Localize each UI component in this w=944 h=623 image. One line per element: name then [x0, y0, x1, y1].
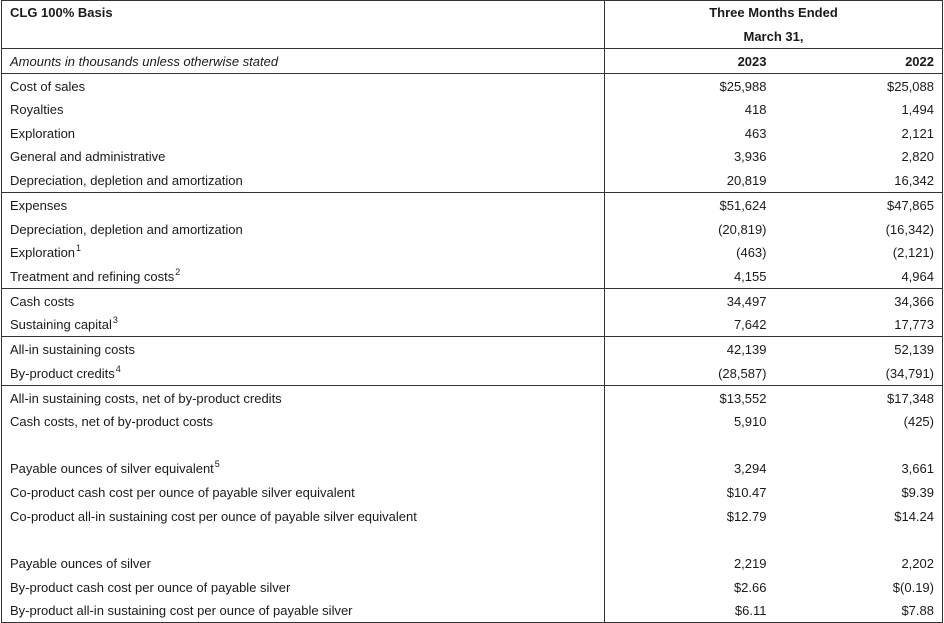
value-2023: 3,294 — [733, 461, 767, 476]
value-2023: $10.47 — [726, 484, 767, 500]
table-row — [2, 193, 943, 218]
row-label: Depreciation, depletion and amortization — [2, 217, 605, 241]
row-label: Cost of sales — [2, 74, 605, 99]
basis-heading-spacer — [2, 24, 605, 49]
value-2023: 4,155 — [733, 268, 767, 284]
row-label — [2, 264, 605, 289]
footnote-marker: 2 — [175, 266, 181, 277]
value-2022: $47,865 — [775, 193, 943, 218]
row-label — [2, 361, 605, 386]
row-label-text: Exploration — [10, 245, 76, 260]
value-2023: 42,139 — [605, 337, 775, 362]
table-row — [2, 575, 943, 599]
table-row — [2, 386, 943, 411]
row-label-text: Treatment and refining costs — [10, 268, 175, 284]
row-label: Cash costs, net of by-product costs — [2, 410, 605, 433]
value-2022: 3,661 — [775, 457, 943, 480]
row-label: Payable ounces of silver — [2, 551, 605, 575]
value-2023: 2,219 — [733, 555, 767, 571]
table-row — [2, 337, 943, 362]
row-label-text: Sustaining capital — [10, 317, 112, 332]
footnote-marker: 1 — [76, 243, 82, 253]
value-2022: (16,342) — [775, 217, 943, 241]
value-2023: (28,587) — [718, 365, 767, 381]
units-note: Amounts in thousands unless otherwise stated — [2, 49, 605, 74]
row-label: Depreciation, depletion and amortization — [2, 168, 605, 193]
table-row — [2, 410, 943, 433]
value-2022: (2,121) — [775, 241, 943, 264]
header-row-period-2 — [2, 24, 943, 49]
header-row-period — [2, 1, 943, 25]
value-2022: (425) — [775, 410, 943, 433]
value-2022: $17,348 — [775, 386, 943, 411]
spacer-cell — [775, 528, 943, 551]
table-row — [2, 361, 943, 386]
table-row — [2, 121, 943, 145]
value-2023: $6.11 — [605, 599, 775, 623]
table-row — [2, 457, 943, 480]
row-label: Co-product all-in sustaining cost per ounce of payable silver equivalent — [2, 504, 605, 528]
value-2022: $7.88 — [775, 599, 943, 623]
table-row — [2, 264, 943, 289]
value-2023: $2.66 — [733, 579, 767, 595]
value-2022: (34,791) — [775, 361, 943, 386]
spacer-cell — [605, 433, 775, 457]
value-2022: 52,139 — [775, 337, 943, 362]
year-2023-heading: 2023 — [605, 49, 775, 74]
cost-reconciliation-table — [1, 0, 943, 623]
footnote-marker: 5 — [214, 459, 220, 469]
value-2022: 16,342 — [775, 168, 943, 193]
period-heading-line2: March 31, — [605, 24, 943, 49]
value-2023: (20,819) — [718, 221, 767, 237]
value-2023: 3,936 — [733, 149, 767, 164]
spacer-cell — [605, 528, 775, 551]
value-2023: $12.79 — [726, 508, 767, 524]
value-2023: 20,819 — [726, 172, 767, 188]
row-label: By-product cash cost per ounce of payable silver — [2, 575, 605, 599]
value-2023: 5,910 — [733, 414, 767, 429]
value-2023: 418 — [744, 102, 767, 117]
value-2023: $51,624 — [605, 193, 775, 218]
row-label: By-product all-in sustaining cost per ounce of payable silver — [2, 599, 605, 623]
year-2022-heading: 2022 — [775, 49, 943, 74]
table-row — [2, 504, 943, 528]
footnote-marker: 4 — [115, 363, 121, 374]
row-label-text: By-product credits — [10, 365, 115, 381]
value-2023: $13,552 — [605, 386, 775, 411]
value-2022: $(0.19) — [775, 575, 943, 599]
row-label: Exploration — [2, 121, 605, 145]
row-label: Co-product cash cost per ounce of payable silver equivalent — [2, 480, 605, 504]
value-2022: 4,964 — [775, 264, 943, 289]
spacer-cell — [2, 433, 605, 457]
spacer-row — [2, 433, 943, 457]
spacer-cell — [2, 528, 605, 551]
row-label — [2, 241, 605, 264]
row-label — [2, 313, 605, 337]
spacer-cell — [775, 433, 943, 457]
table-row — [2, 168, 943, 193]
row-label: Expenses — [2, 193, 605, 218]
row-label: Cash costs — [2, 289, 605, 314]
footnote-marker: 3 — [112, 315, 118, 325]
row-label-text: Payable ounces of silver equivalent — [10, 461, 214, 476]
value-2023: (463) — [736, 245, 767, 260]
row-label: Royalties — [2, 98, 605, 121]
value-2023: 463 — [744, 125, 767, 141]
table-row — [2, 241, 943, 264]
table-row — [2, 313, 943, 337]
value-2022: 1,494 — [775, 98, 943, 121]
row-label: General and administrative — [2, 145, 605, 168]
header-row-years — [2, 49, 943, 74]
basis-heading: CLG 100% Basis — [2, 1, 605, 25]
row-label — [2, 457, 605, 480]
spacer-row — [2, 528, 943, 551]
table-row — [2, 551, 943, 575]
value-2023: 34,497 — [605, 289, 775, 314]
table-row — [2, 217, 943, 241]
table-row — [2, 145, 943, 168]
value-2022: 2,202 — [775, 551, 943, 575]
row-label: All-in sustaining costs — [2, 337, 605, 362]
table-row — [2, 480, 943, 504]
value-2022: $14.24 — [775, 504, 943, 528]
table-row — [2, 289, 943, 314]
value-2022: 34,366 — [775, 289, 943, 314]
value-2022: 2,121 — [775, 121, 943, 145]
value-2023: $25,988 — [719, 78, 767, 94]
period-heading-line1: Three Months Ended — [605, 1, 943, 25]
value-2022: $9.39 — [775, 480, 943, 504]
value-2022: 17,773 — [775, 313, 943, 337]
table-row — [2, 74, 943, 99]
table-row — [2, 98, 943, 121]
value-2022: $25,088 — [775, 74, 943, 99]
row-label: All-in sustaining costs, net of by-product credits — [2, 386, 605, 411]
value-2022: 2,820 — [775, 145, 943, 168]
value-2023: 7,642 — [733, 317, 767, 332]
